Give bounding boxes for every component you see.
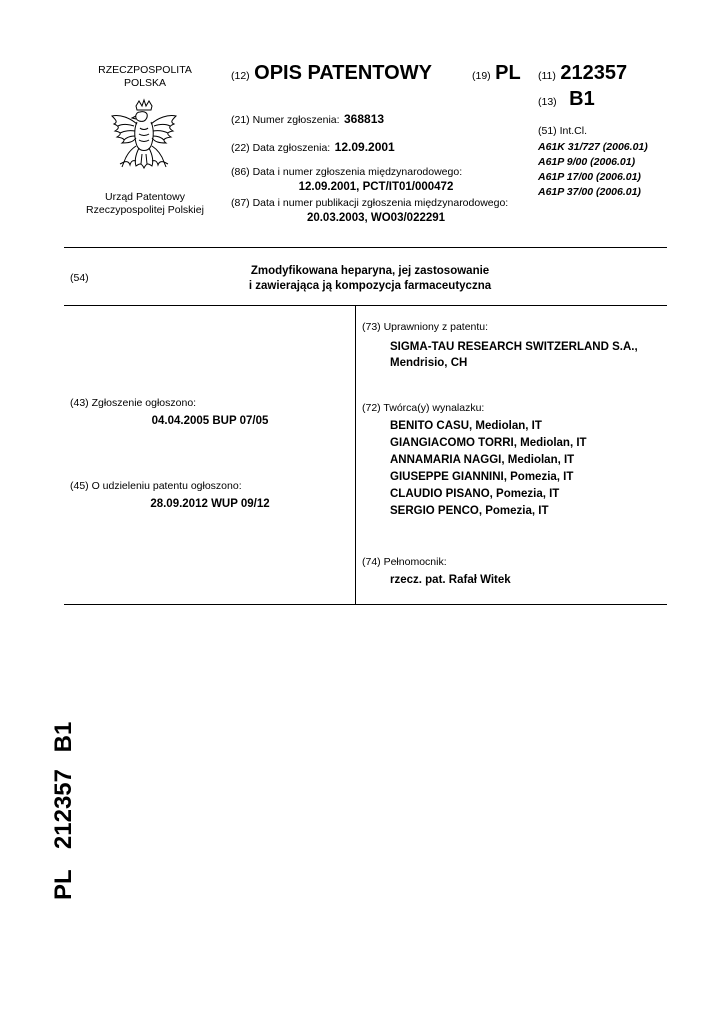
inventor: GIUSEPPE GIANNINI, Pomezia, IT bbox=[390, 471, 574, 483]
eagle-emblem-icon bbox=[106, 98, 182, 186]
side-pl: PL bbox=[50, 869, 77, 900]
divider-bottom bbox=[64, 604, 667, 605]
intl-application-value: 12.09.2001, PCT/IT01/000472 bbox=[298, 181, 454, 193]
grant-value: 28.09.2012 WUP 09/12 bbox=[150, 498, 270, 510]
classification-label: (51) Int.Cl. bbox=[538, 125, 588, 137]
patent-number-heading bbox=[538, 62, 627, 85]
divider-top bbox=[64, 247, 667, 248]
doc-type-heading bbox=[231, 62, 432, 85]
application-number-value: 368813 bbox=[344, 112, 385, 126]
country-code-heading bbox=[472, 62, 521, 85]
office-line2: Rzeczypospolitej Polskiej bbox=[86, 204, 204, 216]
country-line2: POLSKA bbox=[123, 77, 167, 89]
classification-list bbox=[538, 140, 648, 200]
inventor: GIANGIACOMO TORRI, Mediolan, IT bbox=[390, 437, 587, 449]
country-line1: RZECZPOSPOLITA bbox=[98, 64, 192, 76]
title-code: (54) bbox=[70, 272, 89, 284]
inventor: CLAUDIO PISANO, Pomezia, IT bbox=[390, 488, 560, 500]
divider-title bbox=[64, 305, 667, 306]
doc-type: OPIS PATENTOWY bbox=[254, 62, 432, 84]
classification-code: A61P 37/00 (2006.01) bbox=[538, 186, 641, 198]
inventor: ANNAMARIA NAGGI, Mediolan, IT bbox=[390, 454, 575, 466]
announce-label: (43) Zgłoszenie ogłoszono: bbox=[70, 397, 197, 409]
classification-code: A61P 17/00 (2006.01) bbox=[538, 171, 641, 183]
announce-value: 04.04.2005 BUP 07/05 bbox=[151, 415, 269, 427]
inventor: BENITO CASU, Mediolan, IT bbox=[390, 420, 542, 432]
classification-code: A61K 31/727 (2006.01) bbox=[538, 141, 648, 153]
code-19: (19) bbox=[472, 70, 491, 82]
classification-code: A61P 9/00 (2006.01) bbox=[538, 156, 636, 168]
patent-title bbox=[180, 264, 560, 294]
application-number bbox=[231, 110, 384, 128]
inventor: SERGIO PENCO, Pomezia, IT bbox=[390, 505, 549, 517]
holder-label: (73) Uprawniony z patentu: bbox=[362, 321, 489, 333]
office-line1: Urząd Patentowy bbox=[105, 191, 185, 203]
side-patent-id bbox=[51, 722, 77, 900]
inventors-list bbox=[390, 418, 587, 520]
code-12: (12) bbox=[231, 70, 250, 82]
attorney-value: rzecz. pat. Rafał Witek bbox=[390, 574, 511, 586]
patent-number: 212357 bbox=[560, 62, 628, 84]
country-code: PL bbox=[495, 62, 521, 84]
title-line1: Zmodyfikowana heparyna, jej zastosowanie bbox=[250, 265, 490, 277]
holder-line2: Mendrisio, CH bbox=[390, 357, 468, 369]
attorney-label: (74) Pełnomocnik: bbox=[362, 556, 447, 568]
title-line2: i zawierająca ją kompozycja farmaceutyczna bbox=[248, 280, 492, 292]
intl-publication-label: (87) Data i numer publikacji zgłoszenia międzynarodowego: bbox=[231, 197, 509, 209]
side-kind: B1 bbox=[50, 721, 77, 753]
application-number-label: (21) Numer zgłoszenia: bbox=[231, 114, 340, 126]
holder-line1: SIGMA-TAU RESEARCH SWITZERLAND S.A., bbox=[390, 341, 638, 353]
application-date-value: 12.09.2001 bbox=[334, 140, 395, 154]
kind-heading bbox=[538, 88, 595, 111]
side-number: 212357 bbox=[50, 769, 77, 850]
code-13: (13) bbox=[538, 96, 557, 108]
application-date bbox=[231, 138, 395, 156]
intl-application-label: (86) Data i numer zgłoszenia międzynarodowego: bbox=[231, 166, 463, 178]
application-date-label: (22) Data zgłoszenia: bbox=[231, 142, 331, 154]
patent-office bbox=[70, 191, 220, 217]
intl-publication-value: 20.03.2003, WO03/022291 bbox=[306, 212, 446, 224]
grant-label: (45) O udzieleniu patentu ogłoszono: bbox=[70, 480, 242, 492]
code-11: (11) bbox=[538, 70, 556, 82]
divider-vertical bbox=[355, 305, 356, 604]
holder bbox=[390, 339, 638, 371]
inventors-label: (72) Twórca(y) wynalazku: bbox=[362, 402, 485, 414]
kind-code: B1 bbox=[569, 88, 595, 110]
country-name bbox=[80, 64, 210, 90]
